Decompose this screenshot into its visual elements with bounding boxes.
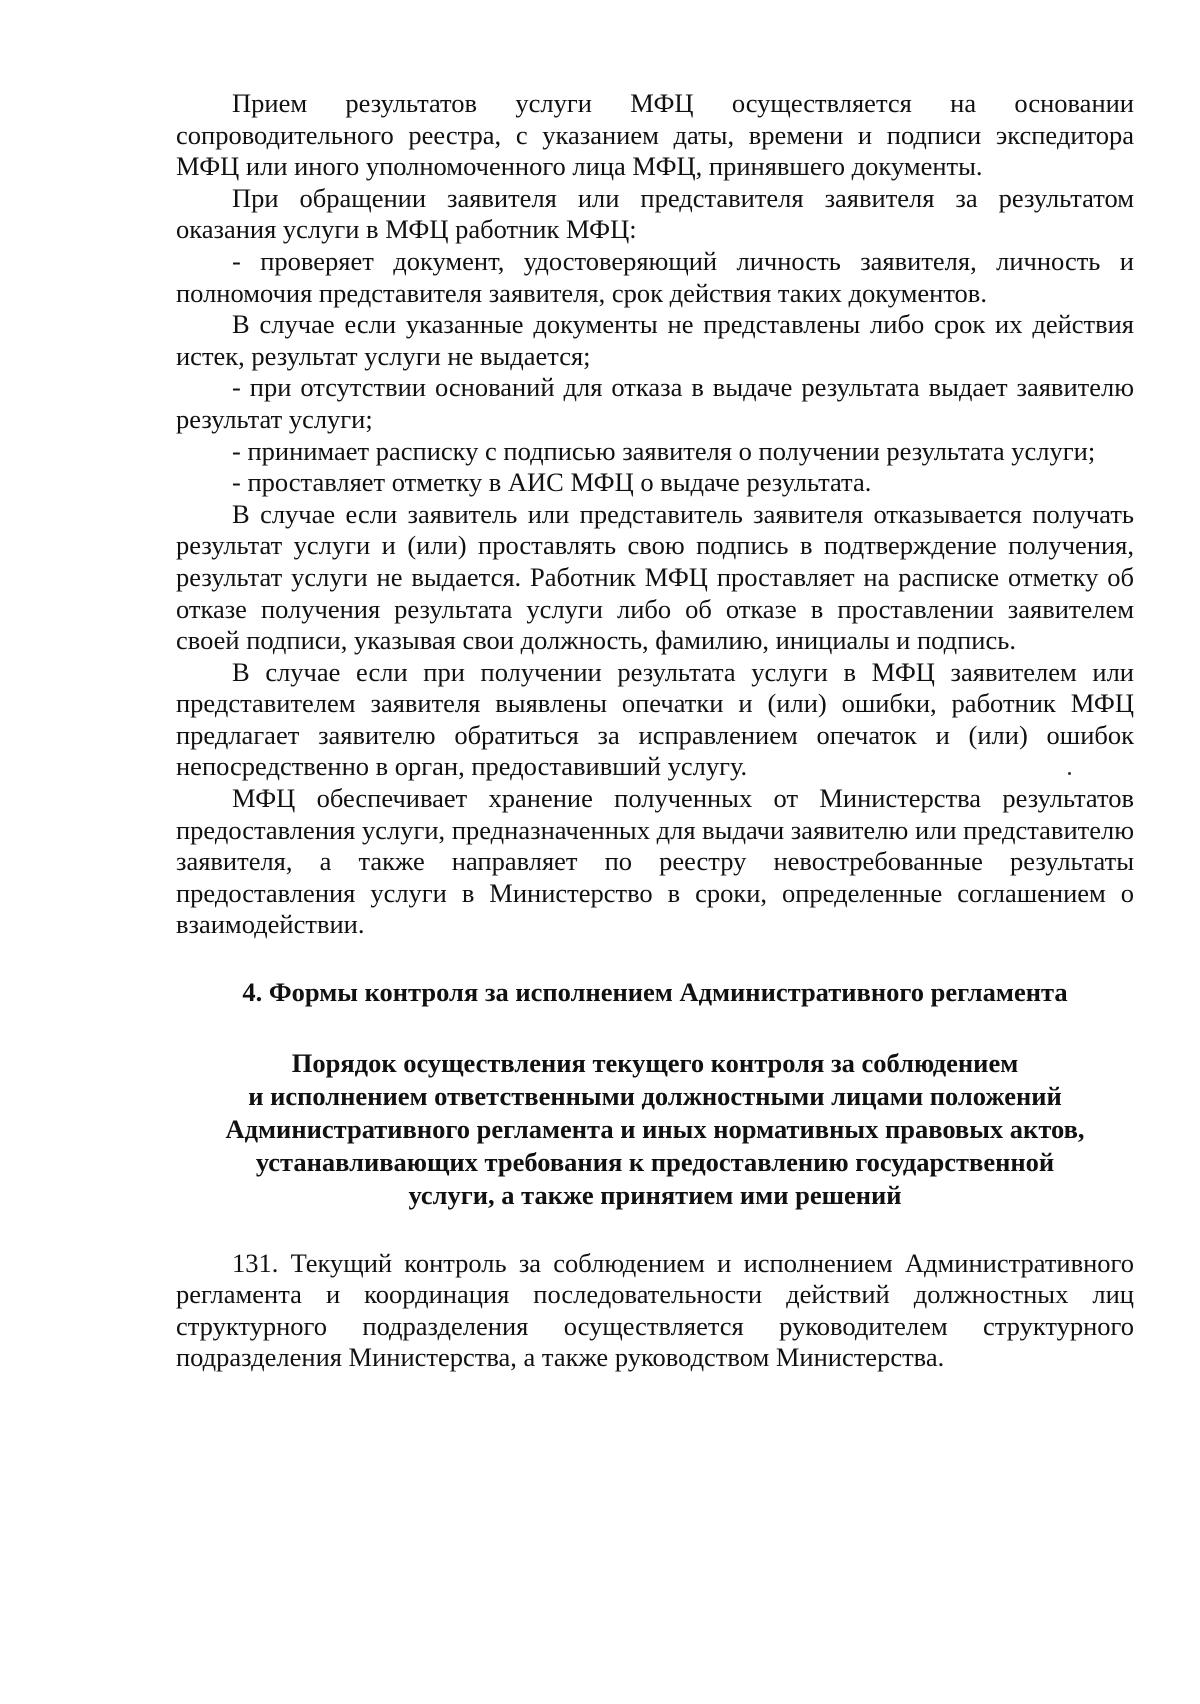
paragraph: Прием результатов услуги МФЦ осуществляется на основании сопроводительного реестра, с указанием даты, времени и подписи экспедитора МФЦ или иного уполномоченного лица МФЦ, принявшего документы.: [176, 88, 1134, 182]
subsection-heading: [176, 1047, 1134, 1212]
paragraph: В случае если заявитель или представитель заявителя отказывается получать результат услуги и (или) проставлять свою подпись в подтверждение получения, результат услуги не выдается. Работник МФЦ проставляет на расписке отметку об отказе получения результата услуги либо об отказе в проставлении заявителем своей подписи, указывая свои должность, фамилию, инициалы и подпись.: [176, 498, 1134, 656]
document-page: [176, 88, 1134, 1374]
paragraph: В случае если при получении результата услуги в МФЦ заявителем или представителем заявителя выявлены опечатки и (или) ошибки, работник МФЦ предлагает заявителю обратиться за исправлением опечаток и (или) ошибок непосредственно в орган, предоставивший услугу.: [176, 656, 1134, 782]
scan-speck: [1068, 772, 1071, 775]
subheading-line: услуги, а также принятием ими решений: [408, 1179, 902, 1210]
paragraph: МФЦ обеспечивает хранение полученных от Министерства результатов предоставления услуги, предназначенных для выдачи заявителю или представителю заявителя, а также направляет по реестру невостребованные результаты предоставления услуги в Министерство в сроки, определенные соглашением о взаимодействии.: [176, 783, 1134, 940]
list-item: - принимает расписку с подписью заявителя о получении результата услуги;: [232, 435, 1096, 466]
section-heading: 4. Формы контроля за исполнением Административного регламента: [242, 977, 1068, 1008]
subheading-line: и исполнением ответственными должностными лицами положений: [248, 1080, 1062, 1111]
list-item: - проставляет отметку в АИС МФЦ о выдаче результата.: [232, 467, 872, 498]
paragraph: В случае если указанные документы не представлены либо срок их действия истек, результат услуги не выдается;: [176, 309, 1134, 371]
list-item: - при отсутствии оснований для отказа в выдаче результата выдает заявителю результат услуги;: [176, 372, 1134, 434]
paragraph-131: 131. Текущий контроль за соблюдением и исполнением Административного регламента и координация последовательности действий должностных лиц структурного подразделения осуществляется руководителем структурного подразделения Министерства, а также руководством Министерства.: [176, 1247, 1134, 1373]
subheading-line: устанавливающих требования к предоставлению государственной: [255, 1146, 1055, 1177]
list-item: - проверяет документ, удостоверяющий личность заявителя, личность и полномочия представителя заявителя, срок действия таких документов.: [176, 245, 1134, 308]
subheading-line: Административного регламента и иных нормативных правовых актов,: [225, 1113, 1085, 1144]
paragraph: При обращении заявителя или представителя заявителя за результатом оказания услуги в МФЦ работник МФЦ:: [176, 182, 1134, 245]
subheading-line: Порядок осуществления текущего контроля за соблюдением: [291, 1047, 1019, 1078]
